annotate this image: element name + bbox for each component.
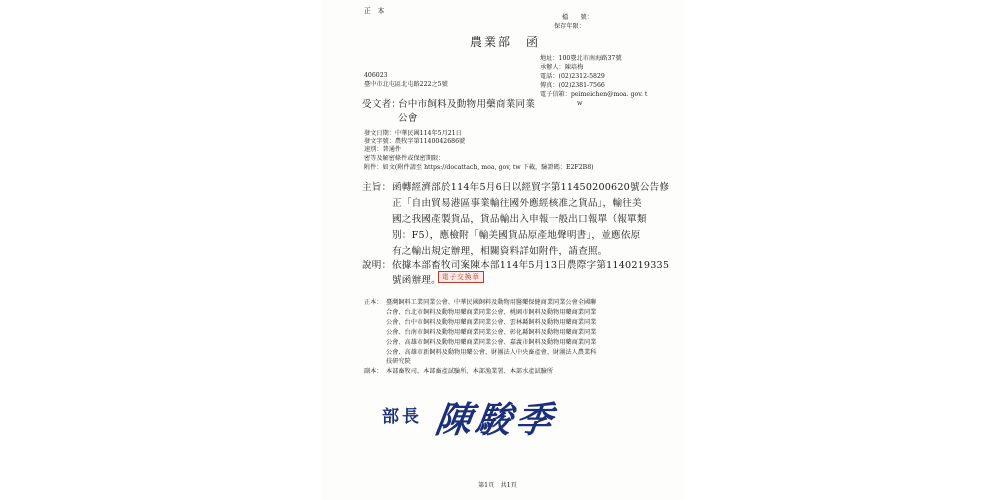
explanation-line: 號函辦理。 — [392, 275, 441, 286]
sender-address: 地址：100臺北市南海路37號 — [540, 55, 622, 62]
document-number: 發文字號：農牧字第1140042686號 — [364, 138, 466, 145]
issue-date: 發文日期：中華民國114年5月21日 — [364, 130, 462, 137]
subject-line: 別：F5），應檢附「輸美國貨品原產地聲明書」，並應依原 — [392, 230, 641, 241]
agency-title: 農業部 函 — [470, 35, 541, 49]
security-level: 密等及解密條件或保密期限： — [364, 155, 445, 162]
delivery-speed: 速別：普通件 — [364, 146, 402, 153]
recipient-zip: 406023 — [364, 72, 388, 79]
cc-main-label: 正本： — [364, 299, 383, 306]
attachment-note: 附件：如文(附件請至 https://docattach, moa, gov, tw 下載，驗證碼：E2F2B8) — [364, 164, 594, 171]
cc-copy-recipients: 本部畜牧司、本部畜產試驗所、本部漁業署、本部水產試驗所 — [386, 368, 554, 375]
subject-line: 函轉經濟部於114年5月6日以經貿字第11450200620號公告修 — [392, 182, 670, 193]
explanation-label: 說明： — [362, 260, 392, 271]
cc-main-line: 公會、高雄市新飼料及動物用藥公會、財團法人中央畜產會、財團法人農業科 — [386, 349, 597, 356]
minister-signature: 陳駿季 — [432, 399, 559, 441]
cc-main-line: 公會、台南市飼料及動物用藥商業同業公會、彰化縣飼料及動物用藥商業同業 — [386, 329, 597, 336]
page-number: 第1頁 共1頁 — [478, 482, 517, 489]
cc-main-line: 公會、台中市飼料及動物用藥商業同業公會、雲林縣飼料及動物用藥商業同業 — [386, 319, 597, 326]
subject-line: 有之輸出規定辦理，相關資料詳如附件，請查照。 — [392, 246, 608, 257]
subject-line: 國之我國產製貨品，貨品輸出入申報一般出口報單（報單類 — [392, 214, 647, 225]
original-copy-mark: 正 本 — [364, 7, 385, 15]
phone-number: 電話：(02)2312-5829 — [540, 73, 605, 80]
cc-main-line: 合會、台北市飼料及動物用藥商業同業公會、桃園市飼料及動物用藥商業同業 — [386, 309, 597, 316]
recipient-address: 臺中市北屯區北屯路222之5號 — [364, 81, 448, 88]
minister-title: 部長 — [382, 407, 422, 427]
email-address: 電子信箱：peimeichen@moa. gov. t — [540, 91, 648, 98]
subject-label: 主旨： — [362, 182, 392, 193]
recipient-name-cont: 公會 — [398, 113, 418, 124]
cc-main-line: 臺灣飼料工業同業公會、中華民國飼料及動物用醫藥保健商業同業公會全國聯 — [386, 299, 597, 306]
fax-number: 傳真：(02)2381-7566 — [540, 82, 605, 89]
recipient-label: 受文者： — [362, 99, 402, 110]
contact-person: 承辦人：陳培梅 — [540, 64, 584, 71]
email-address-cont: w — [577, 100, 583, 107]
official-letter-page — [322, 0, 684, 500]
recipient-name: 台中市飼料及動物用藥商業同業 — [398, 99, 536, 110]
cc-main-line: 公會、高雄市飼料及動物用藥商業同業公會、嘉義市飼料及動物用藥商業同業 — [386, 339, 597, 346]
file-number-label: 檔 號： — [562, 14, 593, 21]
retention-period-label: 保存年限： — [554, 23, 585, 30]
cc-copy-label: 副本： — [364, 368, 383, 375]
subject-line: 正「自由貿易港區事業輸往國外應經核准之貨品」，輸往美 — [392, 198, 642, 209]
cc-main-line: 技研究院 — [386, 358, 411, 365]
explanation-line: 依據本部畜牧司案陳本部114年5月13日農際字第1140219335 — [392, 260, 670, 271]
electronic-exchange-stamp: 電子交換章 — [438, 271, 484, 283]
